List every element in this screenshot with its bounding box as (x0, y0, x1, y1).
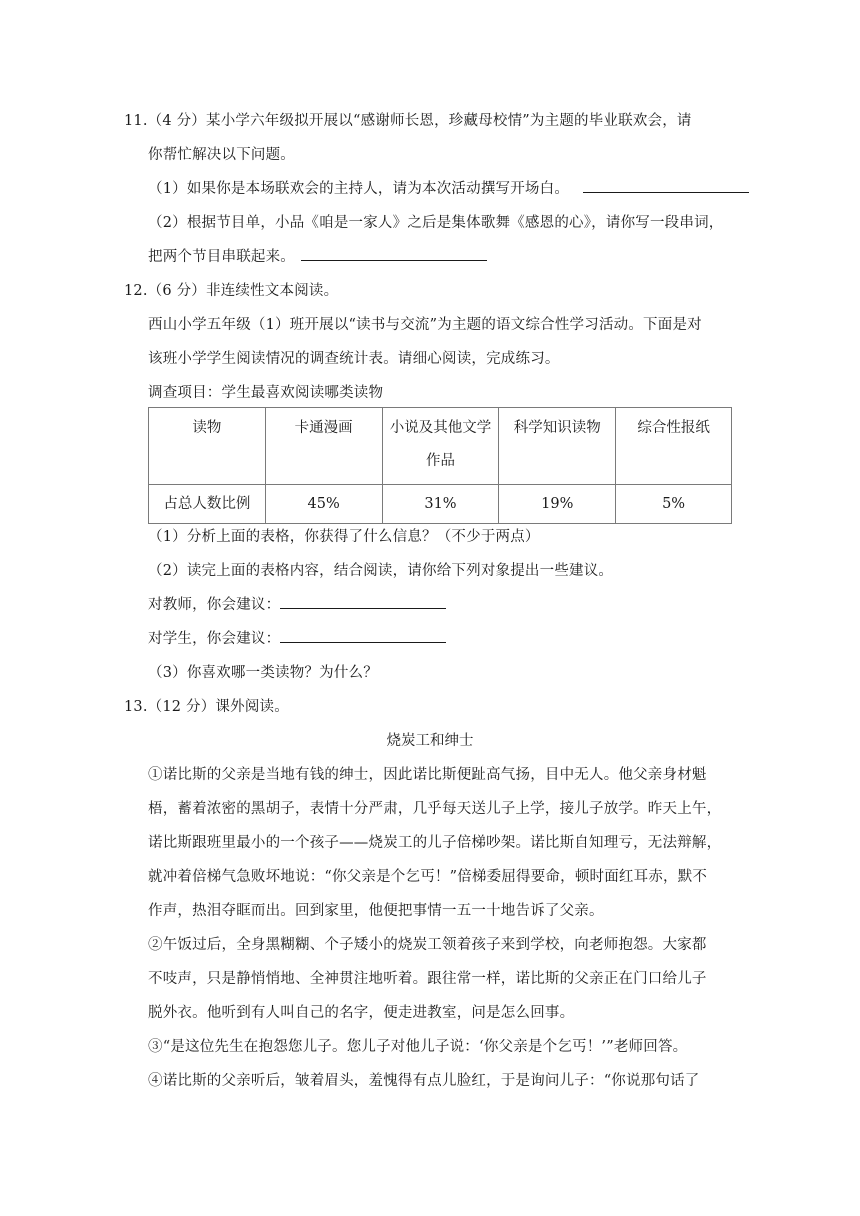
survey-header-cell: 科学知识读物 (499, 408, 616, 485)
q12-intro-line2: 该班小学学生阅读情况的调查统计表。请细心阅读，完成练习。 (148, 351, 560, 367)
q11-sub1-answer-blank[interactable] (583, 178, 749, 193)
q12-stem: 12.（6 分）非连续性文本阅读。 (124, 283, 339, 299)
q11-sub2-text: 把两个节目串联起来。 (148, 249, 295, 265)
survey-header-cell: 读物 (149, 408, 266, 485)
survey-value-cell: 31% (382, 485, 499, 524)
survey-value-cell: 5% (616, 485, 732, 524)
passage-line: ①诺比斯的父亲是当地有钱的绅士，因此诺比斯便趾高气扬，目中无人。他父亲身材魁 (148, 767, 707, 783)
q12-student-line (148, 628, 446, 650)
passage-line: 就冲着倍梯气急败坏地说：“你父亲是个乞丐！”倍梯委屈得要命，顿时面红耳赤，默不 (148, 869, 708, 885)
q13-stem: 13.（12 分）课外阅读。 (124, 699, 289, 715)
q12-sub3: （3）你喜欢哪一类读物？为什么？ (148, 665, 378, 681)
q12-student-label: 对学生，你会建议： (148, 631, 281, 647)
passage-line: ④诺比斯的父亲听后，皱着眉头，羞愧得有点儿脸红，于是询问儿子：“你说那句话了 (148, 1073, 700, 1089)
survey-header-cell (382, 408, 499, 485)
survey-header-text: 小说及其他文学作品 (389, 420, 492, 469)
passage-line: ②午饭过后，全身黑糊糊、个子矮小的烧炭工领着孩子来到学校，向老师抱怨。大家都 (148, 937, 707, 953)
survey-value-row (149, 485, 732, 524)
passage-line: 脱外衣。他听到有人叫自己的名字，便走进教室，问是怎么回事。 (148, 1005, 575, 1021)
q12-survey-title: 调查项目：学生最喜欢阅读哪类读物 (148, 385, 384, 401)
passage-line: 作声，热泪夺眶而出。回到家里，他便把事情一五一十地告诉了父亲。 (148, 903, 604, 919)
q11-sub2-line2 (148, 246, 487, 268)
q11-sub1-text: （1）如果你是本场联欢会的主持人，请为本次活动撰写开场白。 (148, 181, 570, 197)
q12-intro-line1: 西山小学五年级（1）班开展以“读书与交流”为主题的语文综合性学习活动。下面是对 (148, 317, 702, 333)
passage-line: 诺比斯跟班里最小的一个孩子——烧炭工的儿子倍梯吵架。诺比斯自知理亏，无法辩解， (148, 835, 722, 851)
q11-sub2-line1: （2）根据节目单，小品《咱是一家人》之后是集体歌舞《感恩的心》，请你写一段串词， (148, 215, 724, 231)
survey-row-label: 占总人数比例 (149, 485, 266, 524)
q12-teacher-line (148, 594, 446, 616)
survey-header-cell: 卡通漫画 (265, 408, 382, 485)
q11-sub1 (148, 178, 749, 200)
q12-student-answer-blank[interactable] (280, 628, 446, 643)
passage-line: ③“是这位先生在抱怨您儿子。您儿子对他儿子说：‘你父亲是个乞丐！’”老师回答。 (148, 1039, 688, 1055)
q11-stem-line1: 11.（4 分）某小学六年级拟开展以“感谢师长恩，珍藏母校情”为主题的毕业联欢会，请 (124, 113, 692, 129)
passage-title: 烧炭工和绅士 (386, 733, 474, 749)
passage-line: 不吱声，只是静悄悄地、全神贯注地听着。跟往常一样，诺比斯的父亲正在门口给儿子 (148, 971, 707, 987)
q12-sub1: （1）分析上面的表格，你获得了什么信息？（不少于两点） (148, 529, 540, 545)
survey-value-cell: 19% (499, 485, 616, 524)
q12-teacher-answer-blank[interactable] (280, 594, 446, 609)
passage-line: 梧，蓄着浓密的黑胡子，表情十分严肃，几乎每天送儿子上学，接儿子放学。昨天上午， (148, 801, 722, 817)
survey-table (148, 407, 732, 524)
q11-sub2-answer-blank[interactable] (301, 246, 487, 261)
survey-value-cell: 45% (265, 485, 382, 524)
survey-header-row (149, 408, 732, 485)
q12-teacher-label: 对教师，你会建议： (148, 597, 281, 613)
q11-stem-line2: 你帮忙解决以下问题。 (148, 147, 295, 163)
q12-sub2: （2）读完上面的表格内容，结合阅读，请你给下列对象提出一些建议。 (148, 563, 614, 579)
survey-header-cell: 综合性报纸 (616, 408, 732, 485)
